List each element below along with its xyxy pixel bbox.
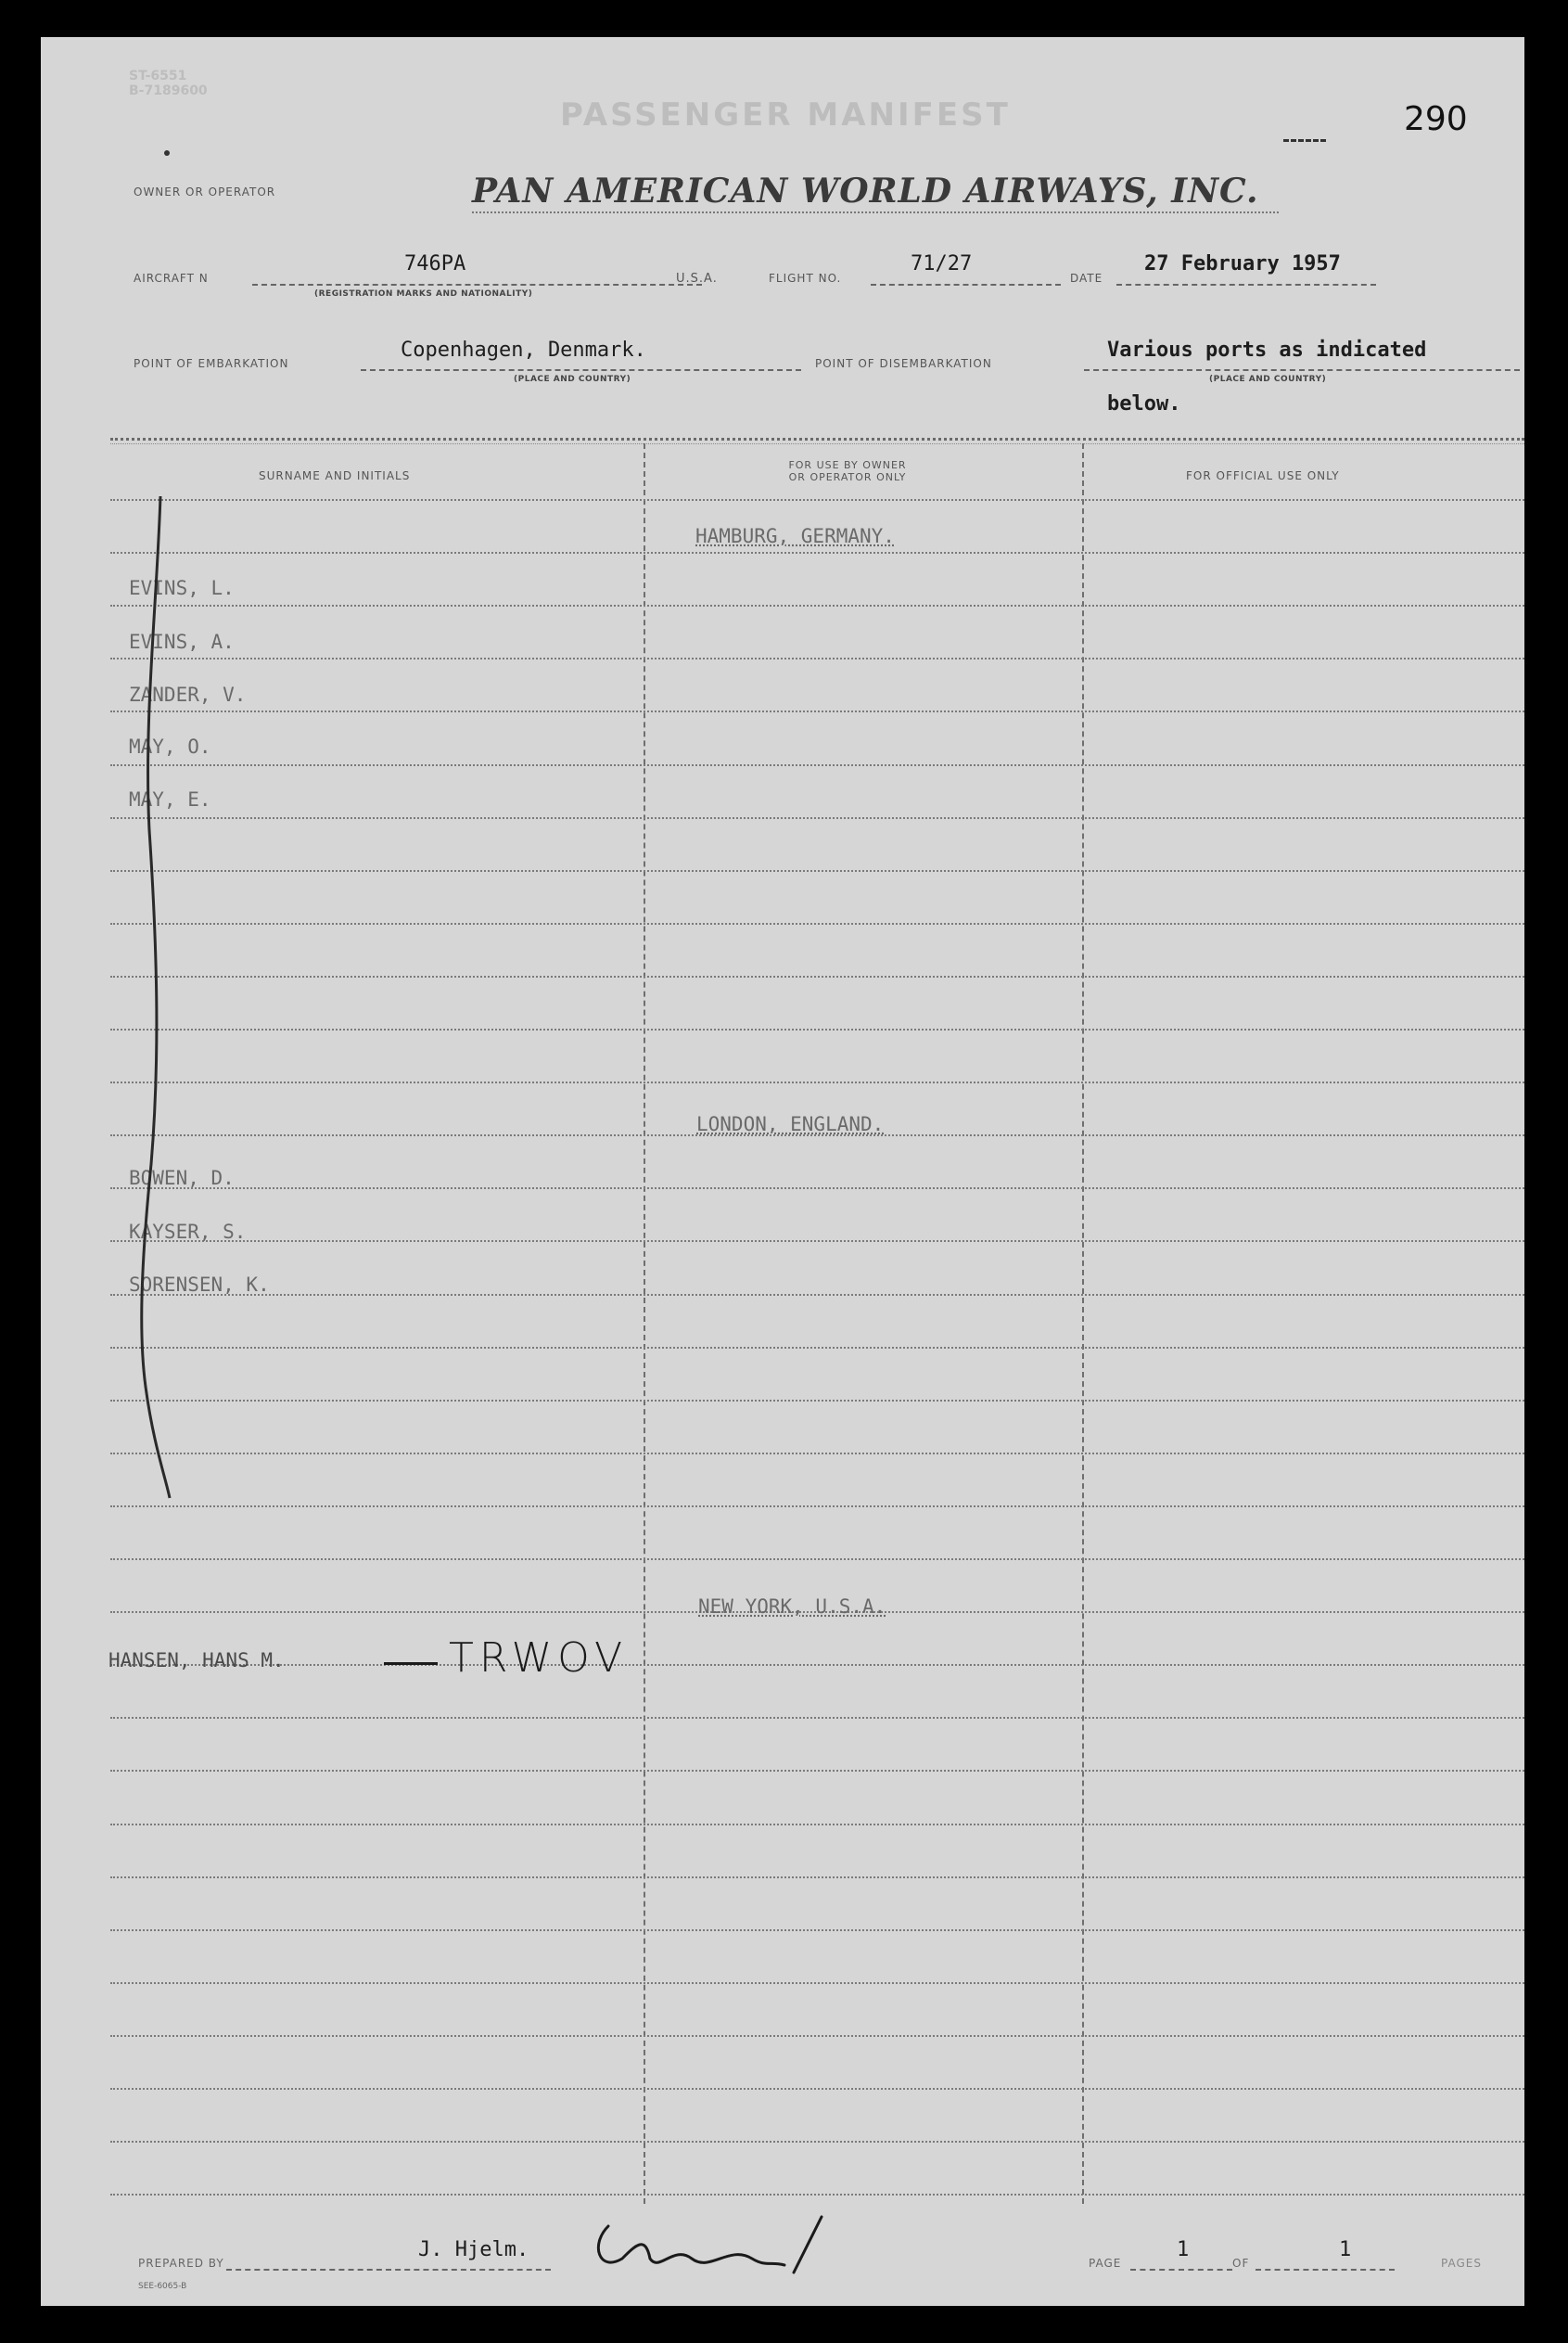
table-rule-line xyxy=(110,711,1524,712)
passenger-row: HANSEN, HANS M. xyxy=(108,1649,285,1671)
passenger-row: MAY, O. xyxy=(129,736,211,758)
handwritten-annotation: TRWOV xyxy=(449,1634,629,1682)
passenger-row: EVINS, L. xyxy=(129,577,235,599)
passenger-row: EVINS, A. xyxy=(129,631,235,653)
page-number: 1 xyxy=(1177,2238,1190,2261)
usa-label: U.S.A. xyxy=(676,272,718,286)
form-code: SEE-6065-B xyxy=(138,2282,187,2291)
table-rule-line xyxy=(110,1082,1524,1083)
destination-new-york: NEW YORK, U.S.A. xyxy=(698,1595,886,1618)
table-rule-line xyxy=(110,2035,1524,2037)
table-rule-line xyxy=(110,1294,1524,1296)
header-dash xyxy=(1283,139,1326,142)
faded-title: PASSENGER MANIFEST xyxy=(560,96,1011,134)
table-rule-line xyxy=(110,1029,1524,1031)
table-rule-line xyxy=(110,923,1524,925)
table-rule-line xyxy=(110,605,1524,607)
table-rule-line xyxy=(110,1400,1524,1402)
date-underline xyxy=(1116,284,1376,286)
embark-note: (PLACE AND COUNTRY) xyxy=(514,375,631,384)
page-stamp-number: 290 xyxy=(1404,100,1468,138)
aircraft-underline xyxy=(252,284,702,286)
of-underline xyxy=(1256,2269,1395,2271)
prepared-by-name: J. Hjelm. xyxy=(418,2238,529,2261)
owner-label: OWNER OR OPERATOR xyxy=(134,186,276,198)
page-total: 1 xyxy=(1339,2238,1352,2261)
aircraft-label: AIRCRAFT N xyxy=(134,272,209,285)
handwritten-dash xyxy=(384,1662,438,1665)
table-rule-line xyxy=(110,658,1524,659)
table-rule-line xyxy=(110,817,1524,819)
column-header-official-use: FOR OFFICIAL USE ONLY xyxy=(1186,469,1340,482)
table-rule-line xyxy=(110,1347,1524,1349)
pages-label: PAGES xyxy=(1441,2257,1482,2270)
flight-label: FLIGHT NO. xyxy=(769,272,842,285)
table-rule-line xyxy=(110,1929,1524,1931)
prepared-underline xyxy=(226,2269,551,2271)
owner-name: PAN AMERICAN WORLD AIRWAYS, INC. xyxy=(472,172,1259,211)
flight-number: 71/27 xyxy=(911,252,973,275)
column-header-surname: SURNAME AND INITIALS xyxy=(259,469,411,482)
table-rule-line xyxy=(110,1240,1524,1242)
destination-hamburg: HAMBURG, GERMANY. xyxy=(695,525,895,547)
table-rule-line xyxy=(110,2088,1524,2090)
embark-label: POINT OF EMBARKATION xyxy=(134,357,289,370)
table-rule-line xyxy=(110,1187,1524,1189)
manifest-sheet xyxy=(41,37,1524,2306)
disembark-label: POINT OF DISEMBARKATION xyxy=(815,357,992,370)
disembark-underline xyxy=(1084,369,1520,371)
embark-underline xyxy=(361,369,801,371)
disembark-note: (PLACE AND COUNTRY) xyxy=(1209,375,1327,384)
aircraft-number: 746PA xyxy=(404,252,466,275)
passenger-row: BOWEN, D. xyxy=(129,1167,235,1189)
signature-mark xyxy=(571,2208,849,2282)
table-rule-line xyxy=(110,499,1524,501)
table-rule-line xyxy=(110,2141,1524,2143)
column-header-owner-use xyxy=(769,459,926,483)
owner-name-underline xyxy=(472,211,1279,213)
page-label: PAGE xyxy=(1089,2257,1122,2270)
table-rule-line xyxy=(110,870,1524,872)
table-rule-line xyxy=(110,1770,1524,1772)
table-rule-line xyxy=(110,552,1524,554)
destination-london: LONDON, ENGLAND. xyxy=(696,1113,885,1135)
date-value: 27 February 1957 xyxy=(1144,252,1341,275)
disembark-value-2: below. xyxy=(1107,392,1181,416)
table-rule-line xyxy=(110,976,1524,978)
passenger-row: MAY, E. xyxy=(129,788,211,811)
table-rule-line xyxy=(110,1717,1524,1719)
table-rule-line xyxy=(110,764,1524,766)
owner-use-line-1: FOR USE BY OWNER xyxy=(788,459,907,471)
pencil-bracket xyxy=(129,496,185,1517)
embark-value: Copenhagen, Denmark. xyxy=(401,339,646,362)
ink-dot xyxy=(164,150,170,156)
table-rule-line xyxy=(110,1505,1524,1507)
page-underline xyxy=(1130,2269,1232,2271)
prepared-label: PREPARED BY xyxy=(138,2257,224,2270)
table-top-border-2 xyxy=(110,443,1524,444)
of-label: OF xyxy=(1232,2257,1250,2270)
table-rule-line xyxy=(110,1876,1524,1878)
table-rule-line xyxy=(110,2194,1524,2196)
table-rule-line xyxy=(110,1982,1524,1984)
date-label: DATE xyxy=(1070,272,1103,285)
registration-note: (REGISTRATION MARKS AND NATIONALITY) xyxy=(314,289,533,299)
faded-form-code: ST-6551 B-7189600 xyxy=(129,69,208,98)
disembark-value: Various ports as indicated xyxy=(1107,339,1427,362)
passenger-row: KAYSER, S. xyxy=(129,1221,247,1243)
table-top-border xyxy=(110,438,1524,441)
table-rule-line xyxy=(110,1664,1524,1666)
owner-use-line-2: OR OPERATOR ONLY xyxy=(788,471,907,483)
table-rule-line xyxy=(110,1558,1524,1560)
flight-underline xyxy=(871,284,1061,286)
column-divider-1 xyxy=(644,443,645,2204)
passenger-row: ZANDER, V. xyxy=(129,684,247,706)
column-divider-2 xyxy=(1082,443,1084,2204)
table-rule-line xyxy=(110,1453,1524,1454)
table-rule-line xyxy=(110,1824,1524,1825)
passenger-row: SORENSEN, K. xyxy=(129,1274,270,1296)
